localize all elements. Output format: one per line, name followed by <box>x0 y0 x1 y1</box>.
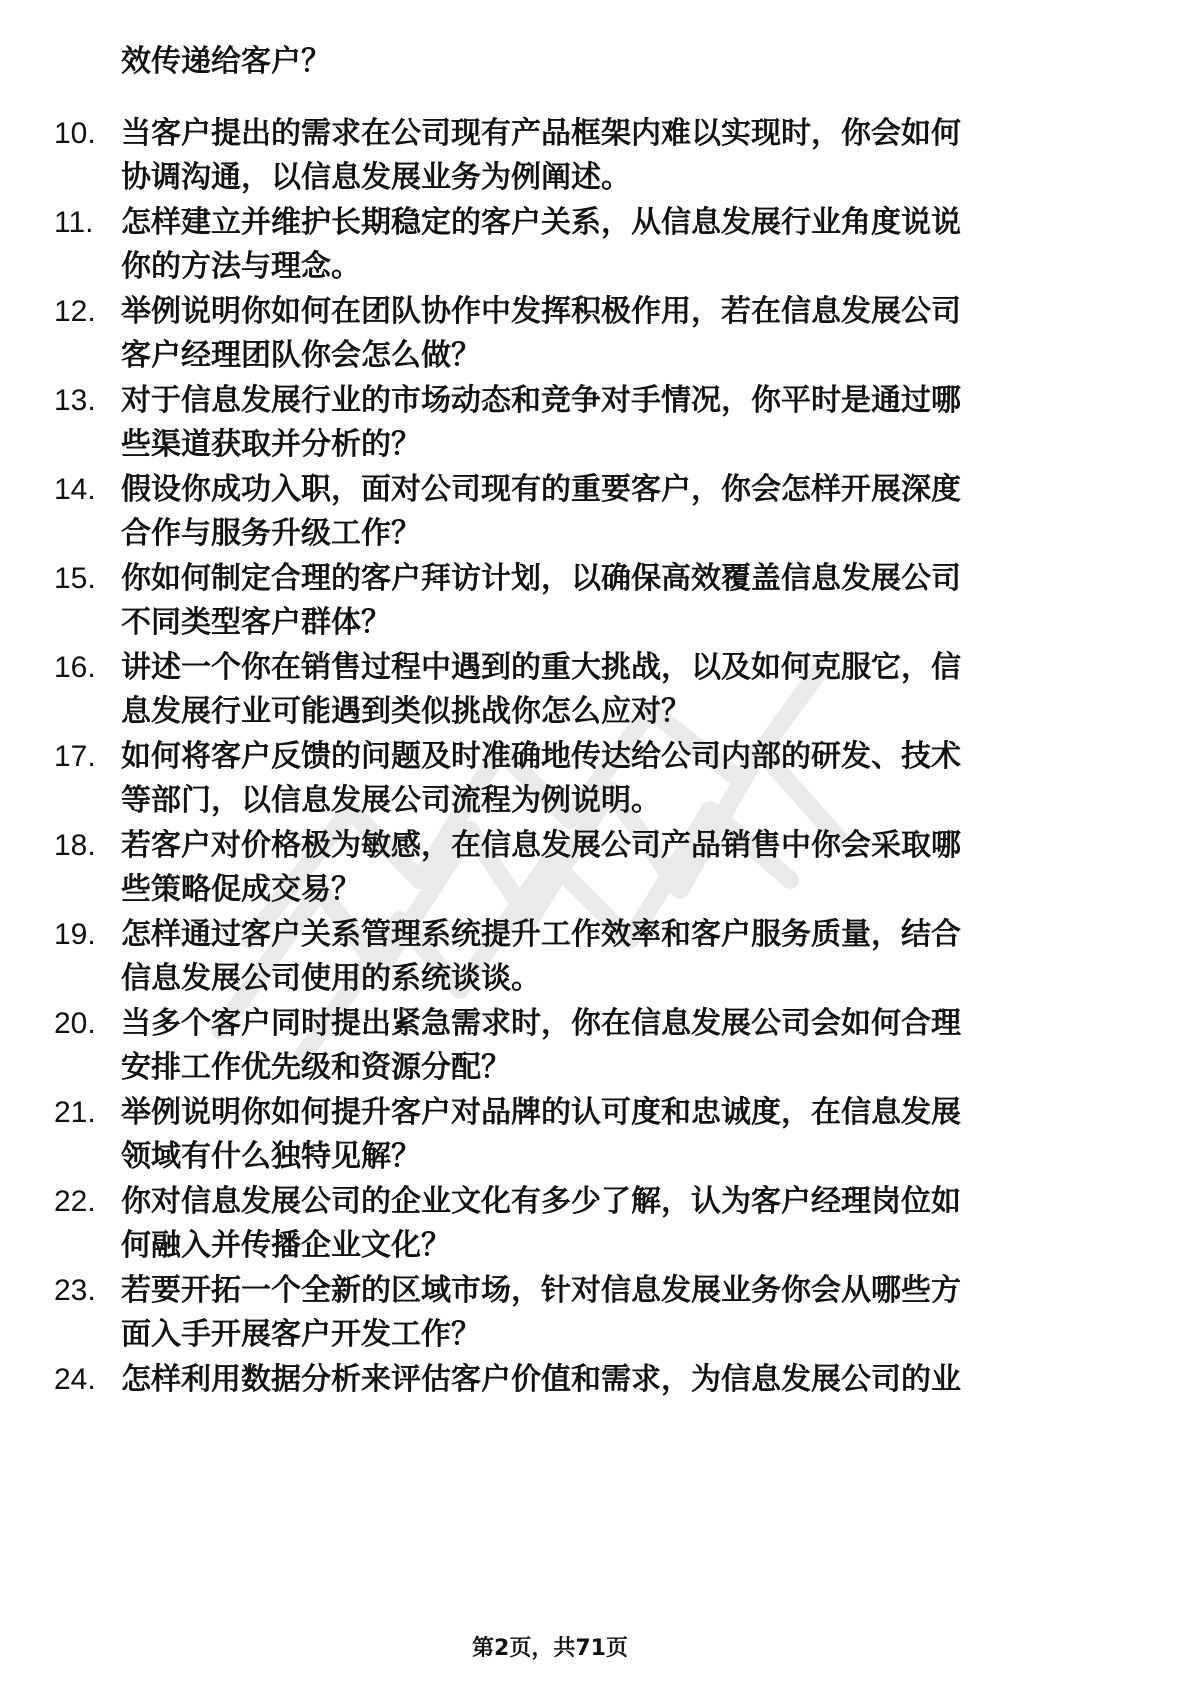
question-number: 14. <box>54 473 96 506</box>
question-line: 怎样建立并维护长期稳定的客户关系，从信息发展行业角度说说 <box>121 205 961 240</box>
question-text <box>121 646 1054 734</box>
question-text <box>121 201 1054 289</box>
question-line: 些渠道获取并分析的？ <box>121 427 421 462</box>
question-number: 17. <box>54 740 96 773</box>
question-list <box>54 112 1054 1445</box>
question-text <box>121 735 1054 823</box>
question-item <box>54 1269 1054 1357</box>
question-item <box>54 1358 1054 1402</box>
question-line: 怎样通过客户关系管理系统提升工作效率和客户服务质量，结合 <box>121 917 961 952</box>
question-item <box>54 557 1054 645</box>
question-line: 你如何制定合理的客户拜访计划，以确保高效覆盖信息发展公司 <box>121 561 961 596</box>
question-line: 若要开拓一个全新的区域市场，针对信息发展业务你会从哪些方 <box>121 1273 961 1308</box>
question-text <box>121 468 1054 556</box>
question-text <box>121 1358 1054 1402</box>
question-number: 11. <box>54 206 94 239</box>
question-line: 讲述一个你在销售过程中遇到的重大挑战，以及如何克服它，信 <box>121 650 961 685</box>
question-text <box>121 290 1054 378</box>
question-line: 息发展行业可能遇到类似挑战你怎么应对？ <box>121 694 691 729</box>
question-item <box>54 735 1054 823</box>
question-line: 你对信息发展公司的企业文化有多少了解，认为客户经理岗位如 <box>121 1184 961 1219</box>
question-line: 领域有什么独特见解？ <box>121 1139 421 1174</box>
question-line: 对于信息发展行业的市场动态和竞争对手情况，你平时是通过哪 <box>121 383 961 418</box>
question-text <box>121 1269 1054 1357</box>
question-line: 当客户提出的需求在公司现有产品框架内难以实现时，你会如何 <box>121 116 961 151</box>
question-line: 如何将客户反馈的问题及时准确地传达给公司内部的研发、技术 <box>121 739 961 774</box>
question-number: 13. <box>54 384 96 417</box>
question-text <box>121 824 1054 912</box>
question-item <box>54 1002 1054 1090</box>
question-item <box>54 290 1054 378</box>
question-number: 16. <box>54 651 96 684</box>
question-item <box>54 1091 1054 1179</box>
question-text <box>121 913 1054 1001</box>
question-number: 12. <box>54 295 96 328</box>
question-item <box>54 379 1054 467</box>
question-line: 怎样利用数据分析来评估客户价值和需求，为信息发展公司的业 <box>121 1362 961 1397</box>
question-line: 何融入并传播企业文化？ <box>121 1228 451 1263</box>
question-number: 22. <box>54 1185 96 1218</box>
question-line: 信息发展公司使用的系统谈谈。 <box>121 961 541 996</box>
question-item <box>54 1180 1054 1268</box>
question-line: 举例说明你如何提升客户对品牌的认可度和忠诚度，在信息发展 <box>121 1095 961 1130</box>
question-line: 若客户对价格极为敏感，在信息发展公司产品销售中你会采取哪 <box>121 828 961 863</box>
question-number: 19. <box>54 918 96 951</box>
question-line: 等部门，以信息发展公司流程为例说明。 <box>121 783 661 818</box>
question-line: 面入手开展客户开发工作？ <box>121 1317 481 1352</box>
question-text <box>121 112 1054 200</box>
question-item <box>54 112 1054 200</box>
question-number: 15. <box>54 562 96 595</box>
question-item <box>54 468 1054 556</box>
question-text <box>121 557 1054 645</box>
question-line: 些策略促成交易？ <box>121 872 361 907</box>
question-number: 24. <box>54 1363 96 1396</box>
question-number: 21. <box>54 1096 96 1129</box>
question-number: 20. <box>54 1007 96 1040</box>
question-number: 18. <box>54 829 96 862</box>
question-item <box>54 646 1054 734</box>
question-number: 23. <box>54 1274 96 1307</box>
question-line: 不同类型客户群体？ <box>121 605 391 640</box>
question-line: 客户经理团队你会怎么做？ <box>121 338 481 373</box>
question-line: 举例说明你如何在团队协作中发挥积极作用，若在信息发展公司 <box>121 294 961 329</box>
question-item <box>54 913 1054 1001</box>
question-line: 安排工作优先级和资源分配？ <box>121 1050 511 1085</box>
question-item <box>54 824 1054 912</box>
question-item <box>54 201 1054 289</box>
continued-question-tail: 效传递给客户？ <box>121 44 331 79</box>
question-line: 协调沟通，以信息发展业务为例阐述。 <box>121 160 631 195</box>
question-text <box>121 379 1054 467</box>
question-text <box>121 1180 1054 1268</box>
question-number: 10. <box>54 117 96 150</box>
page-footer: 第2页，共71页 <box>472 1636 628 1661</box>
question-line: 假设你成功入职，面对公司现有的重要客户，你会怎样开展深度 <box>121 472 961 507</box>
question-line: 合作与服务升级工作？ <box>121 516 421 551</box>
question-line: 当多个客户同时提出紧急需求时，你在信息发展公司会如何合理 <box>121 1006 961 1041</box>
question-line: 你的方法与理念。 <box>121 249 361 284</box>
question-text <box>121 1091 1054 1179</box>
question-text <box>121 1002 1054 1090</box>
